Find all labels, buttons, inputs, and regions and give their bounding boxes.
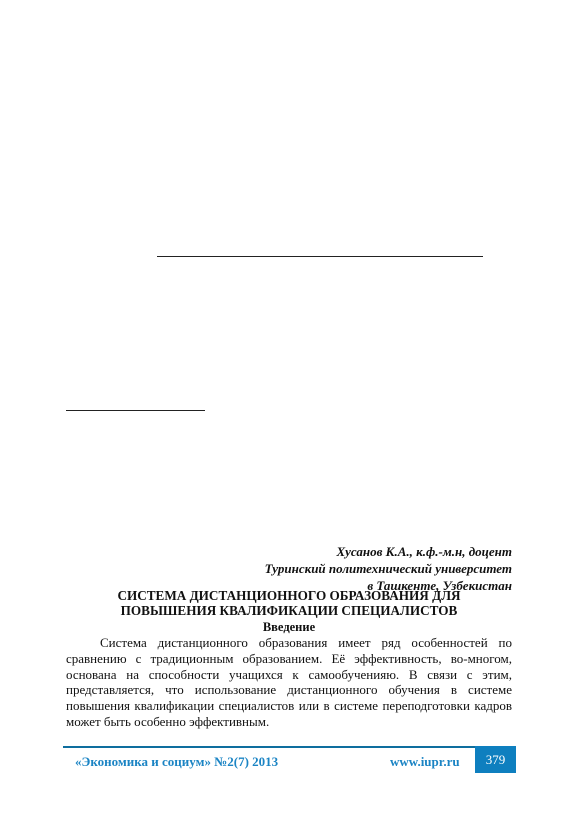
journal-title: «Экономика и социум» №2(7) 2013	[75, 754, 279, 769]
section-heading: Введение	[262, 620, 316, 634]
article-title	[66, 588, 512, 618]
page-number-badge	[475, 746, 516, 773]
author-affiliation: Туринский политехнический университет	[264, 561, 512, 576]
author-block	[265, 543, 512, 594]
author-name: Хусанов К.А., к.ф.-м.н, доцент	[336, 544, 512, 559]
website-link[interactable]: www.iupr.ru	[390, 754, 460, 769]
horizontal-divider	[157, 256, 483, 257]
author-location: в Ташкенте, Узбекистан	[367, 578, 512, 593]
article-title-line-1: СИСТЕМА ДИСТАНЦИОННОГО ОБРАЗОВАНИЯ ДЛЯ	[117, 588, 461, 603]
footnote-divider	[66, 410, 205, 411]
page-number: 379	[485, 751, 506, 767]
footer-rule	[63, 746, 516, 748]
body-paragraph: Система дистанционного образования имеет ряд особенностей по сравнению с традиционным образованием. Её эффективность, во-многом, основана на способности учащихся к самообученияю. В связи с этим, представляется, что использование дистанционного обучения в системе повышения квалификации специалистов или в системе переподготовки кадров может быть особенно эффективным.	[66, 635, 512, 729]
article-title-line-2: ПОВЫШЕНИЯ КВАЛИФИКАЦИИ СПЕЦИАЛИСТОВ	[120, 603, 458, 618]
